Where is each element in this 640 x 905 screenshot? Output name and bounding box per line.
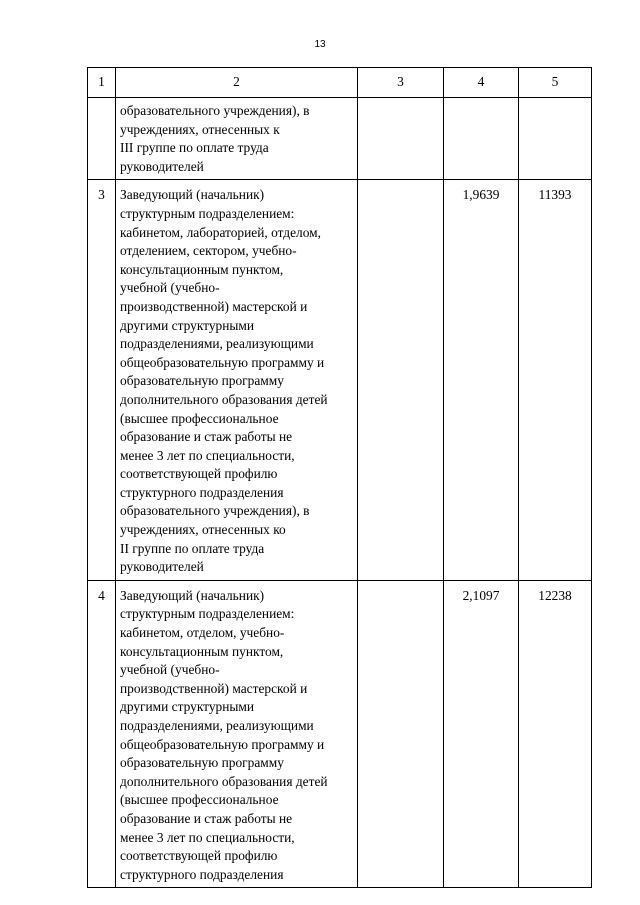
page-number: 13 xyxy=(314,39,326,50)
table-row xyxy=(88,98,592,180)
description-line: III группе по оплате труда xyxy=(120,140,269,156)
coefficient-cell: 1,9639 xyxy=(444,180,519,580)
coefficient-cell xyxy=(444,98,519,180)
description-line: общеобразовательную программу и xyxy=(120,736,325,752)
description-line: образовательного учреждения), в xyxy=(120,103,310,118)
description-line: консультационным пунктом, xyxy=(120,261,284,277)
header-cell: 2 xyxy=(116,68,358,98)
description-line: структурного подразделения xyxy=(120,484,284,500)
description-line: общеобразовательную программу и xyxy=(120,354,325,370)
description-line: II группе по оплате труда xyxy=(120,540,265,556)
description-line: соответствующей профилю xyxy=(120,848,278,864)
description-line: (высшее профессиональное xyxy=(120,792,279,808)
table-row xyxy=(88,580,592,888)
description-line: подразделениями, реализующими xyxy=(120,336,314,352)
salary-cell xyxy=(519,98,592,180)
description-line: отделением, сектором, учебно- xyxy=(120,243,297,259)
header-cell: 5 xyxy=(519,68,592,98)
description-line: дополнительного образования детей xyxy=(120,391,328,407)
description-line: Заведующий (начальник) xyxy=(120,187,265,203)
position-description xyxy=(116,180,358,580)
table-header-row xyxy=(88,68,592,98)
description-line: другими структурными xyxy=(120,699,255,715)
description-line: учебной (учебно- xyxy=(120,280,220,296)
col3-cell xyxy=(358,180,444,580)
description-line: дополнительного образования детей xyxy=(120,773,328,789)
col3-cell xyxy=(358,98,444,180)
description-line: (высшее профессиональное xyxy=(120,410,279,426)
row-number: 3 xyxy=(88,180,116,580)
row-number: 4 xyxy=(88,580,116,888)
description-line: учреждениях, отнесенных к xyxy=(120,121,280,137)
salary-table xyxy=(87,67,592,888)
header-cell: 1 xyxy=(88,68,116,98)
description-line: структурным подразделением: xyxy=(120,606,295,622)
description-line: структурного подразделения xyxy=(120,866,284,882)
header-cell: 4 xyxy=(444,68,519,98)
description-line: образовательного учреждения), в xyxy=(120,503,310,519)
description-line: образовательную программу xyxy=(120,373,284,389)
description-line: кабинетом, отделом, учебно- xyxy=(120,625,285,641)
description-line: кабинетом, лабораторией, отделом, xyxy=(120,224,321,240)
row-number xyxy=(88,98,116,180)
description-line: руководителей xyxy=(120,158,204,174)
description-line: менее 3 лет по специальности, xyxy=(120,447,295,463)
coefficient-cell: 2,1097 xyxy=(444,580,519,888)
description-line: консультационным пунктом, xyxy=(120,643,284,659)
header-cell: 3 xyxy=(358,68,444,98)
salary-cell: 12238 xyxy=(519,580,592,888)
description-line: другими структурными xyxy=(120,317,255,333)
table-row xyxy=(88,180,592,580)
salary-cell: 11393 xyxy=(519,180,592,580)
position-description xyxy=(116,580,358,888)
description-line: менее 3 лет по специальности, xyxy=(120,829,295,845)
position-description xyxy=(116,98,358,180)
description-line: образование и стаж работы не xyxy=(120,810,293,826)
description-line: структурным подразделением: xyxy=(120,205,295,221)
description-line: образовательную программу xyxy=(120,755,284,771)
description-line: подразделениями, реализующими xyxy=(120,718,314,733)
description-line: образование и стаж работы не xyxy=(120,429,293,445)
description-line: производственной) мастерской и xyxy=(120,298,308,314)
description-line: производственной) мастерской и xyxy=(120,680,308,696)
description-line: соответствующей профилю xyxy=(120,466,278,482)
description-line: учреждениях, отнесенных ко xyxy=(120,522,286,538)
description-line: Заведующий (начальник) xyxy=(120,587,265,603)
description-line: руководителей xyxy=(120,559,204,575)
col3-cell xyxy=(358,580,444,888)
description-line: учебной (учебно- xyxy=(120,662,220,678)
